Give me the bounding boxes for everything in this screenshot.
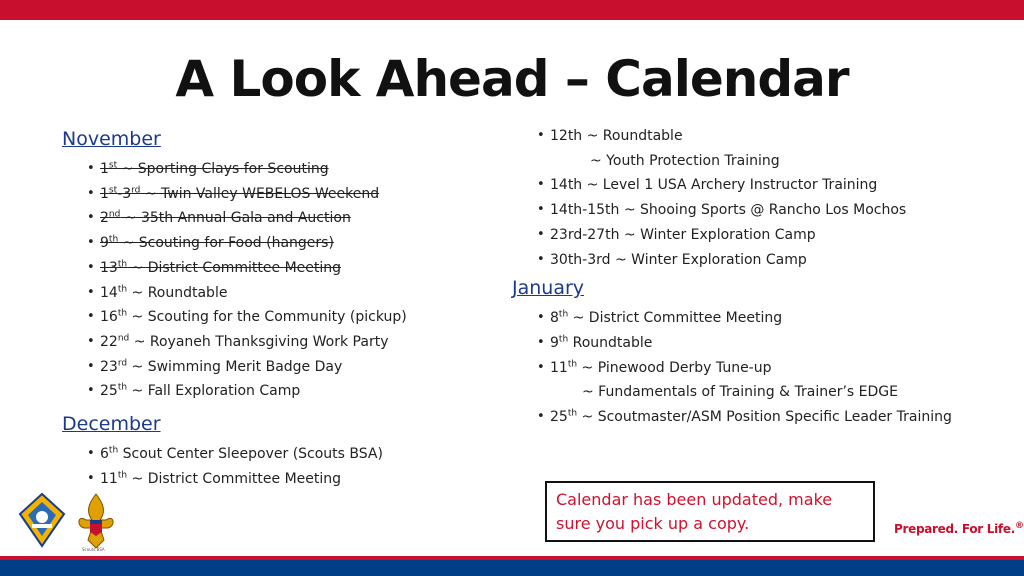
item-text-part: ~ District Committee Meeting	[127, 259, 342, 276]
left-column	[62, 125, 502, 491]
calendar-notice-box: Calendar has been updated, make sure you pick up a copy.	[545, 481, 875, 542]
item-text-part: ~ Scouting for Food (hangers)	[118, 235, 334, 252]
item-text-part: ~ 35th Annual Gala and Auction	[120, 210, 351, 227]
ordinal-suffix: th	[558, 334, 569, 345]
ordinal-suffix: th	[567, 358, 578, 369]
ordinal-suffix: th	[117, 470, 128, 481]
calendar-item-text: 12th ~ Roundtable	[550, 128, 683, 144]
january-list	[512, 306, 992, 430]
calendar-item-text	[100, 359, 342, 375]
month-heading-january: January	[512, 277, 585, 300]
item-text-part: 23	[100, 358, 118, 375]
calendar-item	[512, 223, 992, 248]
calendar-item-text	[100, 285, 227, 301]
registered-mark: ®	[1014, 521, 1024, 531]
item-text-part: ~ Roundtable	[127, 284, 228, 301]
item-text-part: ~ Pinewood Derby Tune-up	[577, 359, 772, 376]
calendar-item-text	[550, 360, 772, 376]
calendar-item	[62, 442, 502, 467]
item-text-part: ~ District Committee Meeting	[127, 470, 342, 487]
item-text-part: ~ District Committee Meeting	[568, 310, 783, 327]
calendar-item	[512, 173, 992, 198]
item-text-part: ~ Swimming Merit Badge Day	[127, 358, 343, 375]
calendar-item	[62, 281, 502, 306]
calendar-item-text: 30th-3rd ~ Winter Exploration Camp	[550, 251, 807, 268]
ordinal-suffix: rd	[131, 185, 141, 196]
item-text-part: 1	[100, 185, 109, 202]
calendar-item-text	[100, 235, 334, 251]
item-text-part: 1	[100, 161, 109, 177]
scouts-bsa-fleur-de-lis-icon	[79, 494, 113, 548]
item-text-part: ~ Fall Exploration Camp	[127, 383, 301, 400]
calendar-item-text	[100, 161, 329, 177]
cub-scout-emblem-icon	[20, 494, 64, 546]
item-text-part: 9	[550, 334, 559, 351]
item-text-part: ~ Scouting for the Community (pickup)	[127, 309, 407, 326]
calendar-item	[62, 379, 502, 404]
bottom-blue-bar	[0, 560, 1024, 576]
month-heading-december: December	[62, 413, 161, 436]
calendar-item-text	[100, 334, 388, 350]
calendar-item	[62, 206, 502, 231]
calendar-item	[62, 355, 502, 380]
item-text-part: 22	[100, 333, 118, 350]
item-text-part: 13	[100, 259, 118, 276]
ordinal-suffix: th	[108, 234, 119, 245]
calendar-item	[62, 256, 502, 281]
calendar-item-text	[582, 384, 898, 400]
ordinal-suffix: th	[567, 408, 578, 419]
month-heading-november: November	[62, 128, 161, 150]
calendar-item-text	[550, 310, 782, 326]
ordinal-suffix: st	[108, 160, 118, 171]
calendar-item	[512, 124, 992, 149]
item-text-part: ~ Scoutmaster/ASM Position Specific Leader Training	[577, 409, 952, 426]
item-text-part: Scout Center Sleepover (Scouts BSA)	[118, 446, 383, 463]
ordinal-suffix: st	[108, 185, 118, 196]
calendar-item	[512, 149, 992, 174]
item-text-part: 9	[100, 235, 109, 252]
calendar-item	[62, 231, 502, 256]
calendar-item	[512, 405, 992, 430]
item-text-part: 14	[100, 284, 118, 301]
item-text-part: 2	[100, 210, 109, 227]
calendar-item-text: 23rd-27th ~ Winter Exploration Camp	[550, 226, 816, 243]
calendar-item-text	[100, 260, 341, 276]
item-text-part: Roundtable	[568, 334, 653, 351]
calendar-item	[62, 157, 502, 182]
item-text-part: ~ Royaneh Thanksgiving Work Party	[129, 333, 389, 350]
item-text-part: 25	[100, 383, 118, 400]
calendar-item-text	[550, 335, 652, 351]
calendar-item	[512, 331, 992, 356]
right-column	[512, 124, 992, 430]
calendar-item-text	[100, 471, 341, 487]
ordinal-suffix: th	[117, 259, 128, 270]
item-text-part: 16	[100, 309, 118, 326]
ordinal-suffix: nd	[117, 333, 130, 344]
ordinal-suffix: th	[117, 382, 128, 393]
calendar-item	[512, 248, 992, 273]
ordinal-suffix: th	[558, 309, 569, 320]
cub-scout-and-scouts-bsa-logos	[16, 490, 126, 552]
calendar-item-text: ~ Youth Protection Training	[590, 152, 780, 169]
item-text-part: ~ Twin Valley WEBELOS Weekend	[140, 185, 380, 202]
item-text-part: 8	[550, 310, 559, 327]
item-text-part: -3	[117, 185, 132, 202]
item-text-part: 11	[550, 359, 568, 376]
calendar-item	[62, 467, 502, 492]
calendar-item-text	[100, 210, 351, 226]
calendar-item	[512, 198, 992, 223]
item-text-part: 6	[100, 446, 109, 463]
calendar-item-text	[100, 186, 379, 202]
top-red-bar	[0, 0, 1024, 20]
calendar-item	[62, 182, 502, 207]
ordinal-suffix: nd	[108, 209, 121, 220]
page-title: A Look Ahead – Calendar	[175, 50, 849, 108]
calendar-item	[512, 306, 992, 331]
prepared-for-life-tagline	[894, 522, 1024, 536]
item-text-part: 25	[550, 409, 568, 426]
logo-caption: Scouts BSA	[82, 547, 105, 552]
calendar-item-text: 14th ~ Level 1 USA Archery Instructor Training	[550, 177, 878, 194]
calendar-item-text	[100, 309, 407, 325]
november-list	[62, 157, 502, 404]
calendar-item	[512, 356, 992, 381]
tagline-text: Prepared. For Life.	[894, 522, 1015, 536]
ordinal-suffix: th	[117, 283, 128, 294]
calendar-item-text	[550, 409, 952, 425]
ordinal-suffix: th	[108, 445, 119, 456]
calendar-item	[62, 330, 502, 355]
calendar-item-text	[100, 383, 300, 399]
december-list	[62, 442, 502, 491]
calendar-item	[512, 380, 992, 405]
december-continued-list	[512, 124, 992, 272]
calendar-item-text: 14th-15th ~ Shooing Sports @ Rancho Los Mochos	[550, 202, 907, 219]
item-text-part: ~ Fundamentals of Training & Trainer’s EDGE	[582, 384, 898, 401]
calendar-item	[62, 305, 502, 330]
ordinal-suffix: rd	[117, 357, 128, 368]
item-text-part: 11	[100, 470, 118, 487]
item-text-part: ~ Sporting Clays for Scouting	[117, 161, 329, 177]
calendar-item-text	[100, 446, 383, 462]
ordinal-suffix: th	[117, 308, 128, 319]
